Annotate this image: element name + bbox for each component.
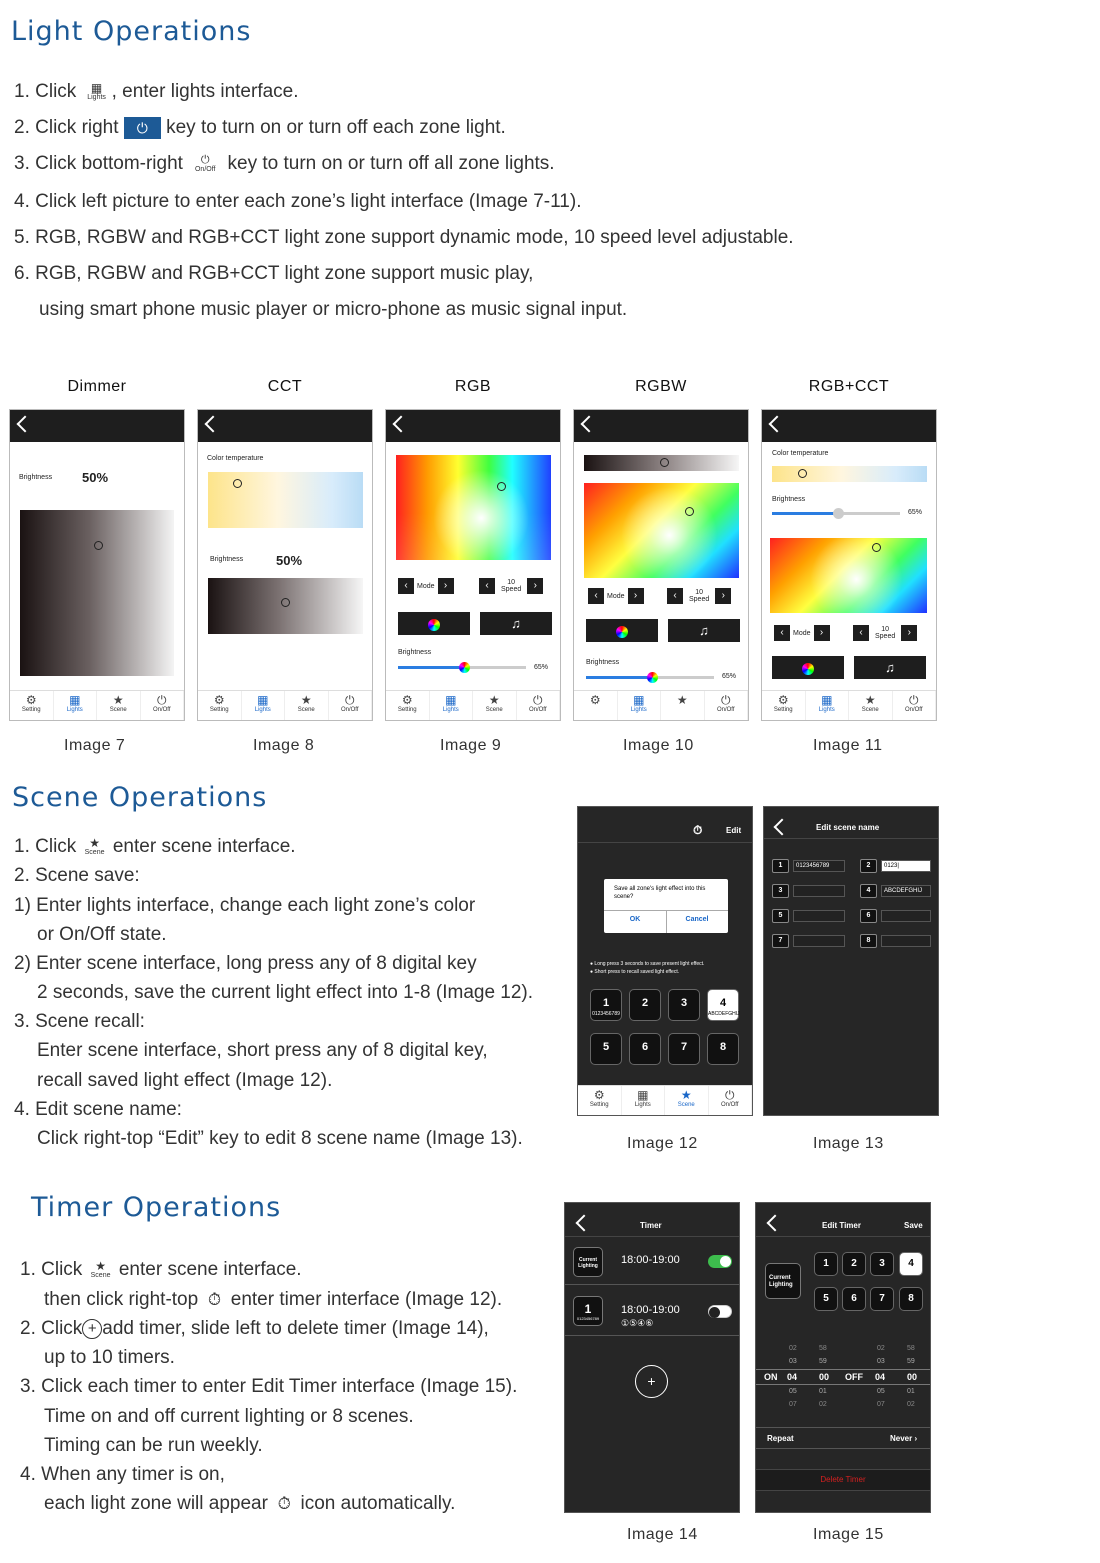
lights-icon: ▦ [445, 693, 457, 707]
slider-handle[interactable] [833, 508, 844, 519]
back-icon[interactable] [393, 416, 410, 433]
tab-setting[interactable]: ⚙ Setting [198, 691, 242, 720]
tab-onoff[interactable]: ⏻ On/Off [705, 691, 749, 720]
timer-step-4-cont: each light zone will appear ⏱ icon automatically. [44, 1493, 456, 1514]
ok-button[interactable]: OK [629, 916, 641, 923]
plus-icon: + [647, 1373, 656, 1389]
speed-next-button[interactable]: › [901, 625, 917, 641]
scene-step-3: 3. Scene recall: [14, 1011, 145, 1032]
star-icon: ★ [488, 693, 500, 707]
power-icon: ⏻ [345, 693, 355, 707]
brightness-label: Brightness [772, 496, 806, 503]
lights-icon: ▦ Lights [87, 80, 106, 101]
save-button[interactable]: Save [904, 1221, 923, 1230]
light-operations-heading: Light Operations [11, 16, 252, 47]
screen-title: Edit scene name [816, 823, 880, 832]
scene-step-1: 1. Click ★ Scene enter scene interface. [14, 835, 296, 857]
color-picker-pad[interactable] [770, 538, 927, 613]
col-dimmer: Dimmer [67, 378, 127, 395]
tab-setting[interactable]: ⚙ Setting [578, 1086, 622, 1115]
top-bar [565, 1203, 739, 1237]
caption-image-10: Image 10 [623, 737, 694, 754]
color-knob[interactable] [872, 543, 881, 552]
mode-control [398, 577, 454, 595]
gear-icon: ⚙ [777, 693, 789, 707]
color-temperature-pad[interactable] [208, 472, 363, 528]
brightness-label: Brightness [586, 659, 620, 666]
back-icon[interactable] [17, 416, 34, 433]
timer-step-2-cont: up to 10 timers. [44, 1347, 175, 1368]
scene-step-2-2-cont: 2 seconds, save the current light effect into 1-8 (Image 12). [37, 982, 534, 1003]
repeat-row[interactable] [756, 1427, 930, 1449]
off-minute: 00 [907, 1372, 918, 1382]
scene-step-3-b: recall saved light effect (Image 12). [37, 1070, 333, 1091]
scene-option-1[interactable]: 1 [814, 1252, 838, 1276]
caption-image-14: Image 14 [627, 1526, 698, 1543]
power-icon: ⏻ [725, 1088, 735, 1102]
brightness-percent: 65% [534, 664, 549, 671]
scene-name-field-6[interactable] [881, 910, 931, 922]
music-button[interactable] [854, 656, 926, 679]
mode-prev-button[interactable]: ‹ [774, 625, 790, 641]
scene-num-3: 3 [772, 884, 789, 898]
tab-scene[interactable]: ★ Scene [285, 691, 329, 720]
top-bar [764, 807, 938, 839]
light-step-6-cont: using smart phone music player or micro-phone as music signal input. [39, 299, 628, 320]
speed-next-button[interactable]: › [527, 578, 543, 594]
save-dialog [604, 879, 728, 933]
color-wheel-icon [428, 619, 440, 631]
scene-key-5[interactable]: 5 [590, 1033, 622, 1065]
timer-clock-icon[interactable]: ⏱ [693, 823, 703, 837]
light-step-2: 2. Click right ⏻ key to turn on or turn off each zone light. [14, 117, 506, 138]
speed-label: 10 Speed [501, 579, 522, 593]
timer-1-time: 18:00-19:00 [621, 1254, 680, 1266]
scene-key-4[interactable]: 4 ABCDEFGHIJ [707, 989, 739, 1021]
light-step-5: 5. RGB, RGBW and RGB+CCT light zone support dynamic mode, 10 speed level adjustable. [14, 227, 794, 248]
scene-star-icon: ★ Scene [90, 1258, 111, 1279]
light-step-1: 1. Click ▦ Lights , enter lights interface. [14, 80, 299, 102]
on-label: ON [764, 1372, 778, 1382]
brightness-pad[interactable] [20, 510, 174, 676]
brightness-label: Brightness [19, 474, 53, 481]
color-temperature-pad[interactable] [772, 466, 927, 482]
col-rgbw: RGBW [635, 378, 687, 395]
scene-1-badge: 1 0123456789 [573, 1296, 603, 1326]
back-icon[interactable] [576, 1215, 593, 1232]
speed-prev-button[interactable]: ‹ [479, 578, 495, 594]
edit-button[interactable]: Edit [726, 826, 742, 835]
star-icon: ★ [864, 693, 876, 707]
delete-timer-button[interactable]: Delete Timer [756, 1469, 930, 1491]
time-picker[interactable]: 02 58 02 58 03 59 03 59 ON 04 00 OFF 04 00 05 01 05 01 07 02 07 02 [756, 1331, 930, 1421]
tab-setting[interactable]: ⚙ Setting [762, 691, 806, 720]
mode-label: Mode [607, 592, 625, 600]
music-button[interactable] [480, 612, 552, 635]
power-key-icon: ⏻ [124, 117, 161, 139]
speed-label: 10 Speed [875, 626, 896, 640]
tab-scene[interactable]: ★ Scene [97, 691, 141, 720]
scene-key-3[interactable]: 3 [668, 989, 700, 1021]
mode-control [588, 587, 644, 605]
rgb-screen [385, 409, 561, 721]
gear-icon: ⚙ [589, 693, 601, 707]
timer-2-toggle[interactable] [708, 1305, 732, 1318]
scene-operations-heading: Scene Operations [12, 782, 268, 813]
off-label: OFF [845, 1372, 863, 1382]
timer-step-1: 1. Click ★ Scene enter scene interface. [20, 1258, 302, 1280]
top-bar [574, 410, 748, 442]
caption-image-8: Image 8 [253, 737, 315, 754]
scene-option-5[interactable]: 5 [814, 1287, 838, 1311]
brightness-percent: 65% [908, 509, 923, 516]
timer-2-days: ①⑤④⑥ [621, 1318, 654, 1328]
white-slider-pad[interactable] [584, 455, 739, 471]
color-picker-pad[interactable] [396, 455, 551, 560]
star-icon: ★ [300, 693, 312, 707]
white-knob[interactable] [660, 458, 669, 467]
tab-lights[interactable]: ▦ Lights [430, 691, 474, 720]
music-note-icon: ♫ [511, 616, 521, 631]
col-cct: CCT [267, 378, 303, 395]
screen-title: Edit Timer [822, 1221, 861, 1230]
edit-timer-screen [755, 1202, 931, 1513]
scene-name-field-4[interactable]: ABCDEFGHIJ [881, 885, 931, 897]
col-rgb: RGB [454, 378, 492, 395]
music-button[interactable] [668, 619, 740, 642]
scene-option-2[interactable]: 2 [842, 1252, 866, 1276]
music-note-icon: ♫ [885, 660, 895, 675]
scene-name-field-1[interactable]: 0123456789 [793, 860, 845, 872]
scene-name-field-2[interactable]: 0123| [881, 860, 931, 872]
timer-clock-icon: ⏱ [207, 1289, 222, 1309]
scene-step-2: 2. Scene save: [14, 865, 140, 886]
star-icon: ★ [112, 693, 124, 707]
gear-icon: ⚙ [593, 1088, 605, 1102]
brightness-percent: 65% [722, 673, 737, 680]
star-icon: ★ [676, 693, 688, 707]
scene-step-2-1: 1) Enter lights interface, change each light zone’s color [14, 895, 476, 916]
tab-setting[interactable] [574, 691, 618, 720]
tab-bar [762, 690, 936, 720]
mode-next-button[interactable]: › [438, 578, 454, 594]
scene-name-field-8[interactable] [881, 935, 931, 947]
tab-bar [386, 690, 560, 720]
timer-screen [564, 1202, 740, 1513]
color-mode-button[interactable] [586, 619, 658, 642]
cct-screen [197, 409, 373, 721]
scene-key-1[interactable]: 1 0123456789 [590, 989, 622, 1021]
brightness-label: Brightness [210, 556, 244, 563]
scene-option-6[interactable]: 6 [842, 1287, 866, 1311]
back-icon[interactable] [767, 1215, 784, 1232]
hint-short-press: ● Short press to recall saved light effect. [590, 969, 680, 975]
lights-icon: ▦ [821, 693, 833, 707]
timer-step-2: 2. Click + add timer, slide left to delete timer (Image 14), [20, 1318, 489, 1339]
scene-screen [577, 806, 753, 1116]
speed-control [667, 587, 731, 605]
gear-icon: ⚙ [25, 693, 37, 707]
brightness-slider[interactable] [586, 676, 714, 679]
brightness-knob[interactable] [281, 598, 290, 607]
brightness-value: 50% [276, 553, 303, 568]
top-bar [756, 1203, 930, 1237]
top-bar [198, 410, 372, 442]
tab-setting[interactable]: ⚙ Setting [10, 691, 54, 720]
mode-next-button[interactable]: › [814, 625, 830, 641]
light-step-6: 6. RGB, RGBW and RGB+CCT light zone support music play, [14, 263, 534, 284]
color-temperature-label: Color temperature [207, 455, 264, 462]
tab-scene[interactable]: ★ Scene [665, 1086, 709, 1115]
speed-control [853, 624, 917, 642]
timer-step-1-cont: then click right-top ⏱ enter timer interface (Image 12). [44, 1289, 503, 1310]
music-note-icon: ♫ [699, 623, 709, 638]
speed-prev-button[interactable]: ‹ [667, 588, 683, 604]
col-rgbcct: RGB+CCT [808, 378, 890, 395]
back-icon[interactable] [581, 416, 598, 433]
power-icon: ⏻ [909, 693, 919, 707]
brightness-value: 50% [82, 470, 109, 485]
caption-image-7: Image 7 [64, 737, 126, 754]
tab-lights[interactable]: ▦ Lights [242, 691, 286, 720]
scene-option-7[interactable]: 7 [870, 1287, 894, 1311]
screen-title: Timer [640, 1221, 662, 1230]
lights-icon: ▦ [633, 693, 645, 707]
gear-icon: ⚙ [213, 693, 225, 707]
color-mode-button[interactable] [398, 612, 470, 635]
timer-step-3-b: Timing can be run weekly. [44, 1435, 263, 1456]
on-hour: 04 [787, 1372, 798, 1382]
scene-star-icon: ★ Scene [84, 835, 105, 856]
scene-step-2-2: 2) Enter scene interface, long press any of 8 digital key [14, 953, 477, 974]
timer-2-time: 18:00-19:00 [621, 1304, 680, 1316]
top-bar [386, 410, 560, 442]
scene-num-2: 2 [860, 859, 877, 873]
timer-step-3-a: Time on and off current lighting or 8 scenes. [44, 1406, 414, 1427]
scene-num-6: 6 [860, 909, 877, 923]
edit-scene-name-screen [763, 806, 939, 1116]
star-icon: ★ [680, 1088, 692, 1102]
repeat-label: Repeat [767, 1434, 794, 1443]
power-icon: ⏻ [721, 693, 731, 707]
top-bar [762, 410, 936, 442]
scene-name-field-3[interactable] [793, 885, 845, 897]
mode-control [774, 624, 830, 642]
brightness-label: Brightness [398, 649, 432, 656]
timer-step-4: 4. When any timer is on, [20, 1464, 225, 1485]
power-icon: ⏻ [157, 693, 167, 707]
dialog-message: Save all zone's light effect into this scene? [614, 886, 706, 900]
tab-onoff[interactable]: ⏻ On/Off [517, 691, 561, 720]
timer-clock-icon: ⏱ [277, 1493, 291, 1513]
tab-lights[interactable]: ▦ Lights [54, 691, 98, 720]
rgbcct-screen [761, 409, 937, 721]
timer-step-3: 3. Click each timer to enter Edit Timer interface (Image 15). [20, 1376, 518, 1397]
scene-step-2-1-cont: or On/Off state. [37, 924, 167, 945]
speed-prev-button[interactable]: ‹ [853, 625, 869, 641]
scene-step-4: 4. Edit scene name: [14, 1099, 182, 1120]
brightness-slider[interactable] [772, 512, 900, 515]
scene-name-field-5[interactable] [793, 910, 845, 922]
color-knob[interactable] [497, 482, 506, 491]
brightness-pad[interactable] [208, 578, 363, 634]
gear-icon: ⚙ [401, 693, 413, 707]
scene-num-8: 8 [860, 934, 877, 948]
hint-long-press: ● Long press 3 seconds to save present light effect. [590, 961, 705, 967]
current-lighting-badge: Current Lighting [573, 1247, 603, 1277]
back-icon[interactable] [769, 416, 786, 433]
off-hour: 04 [875, 1372, 886, 1382]
repeat-value: Never › [890, 1434, 918, 1443]
brightness-knob[interactable] [94, 541, 103, 550]
caption-image-13: Image 13 [813, 1135, 884, 1152]
rgbw-screen [573, 409, 749, 721]
slider-handle[interactable] [647, 672, 658, 683]
speed-next-button[interactable]: › [715, 588, 731, 604]
timer-1-toggle[interactable] [708, 1255, 732, 1268]
add-timer-button[interactable] [635, 1365, 668, 1398]
scene-key-2[interactable]: 2 [629, 989, 661, 1021]
caption-image-15: Image 15 [813, 1526, 884, 1543]
tab-onoff[interactable]: ⏻ On/Off [141, 691, 185, 720]
tab-scene[interactable]: ★ Scene [849, 691, 893, 720]
timer-operations-heading: Timer Operations [31, 1192, 282, 1223]
tab-onoff[interactable]: ⏻ On/Off [709, 1086, 753, 1115]
cancel-button[interactable]: Cancel [685, 916, 709, 923]
mode-prev-button[interactable]: ‹ [398, 578, 414, 594]
scene-key-6[interactable]: 6 [629, 1033, 661, 1065]
scene-num-1: 1 [772, 859, 789, 873]
color-knob[interactable] [685, 507, 694, 516]
speed-label: 10 Speed [689, 589, 710, 603]
color-wheel-icon [616, 626, 628, 638]
scene-option-8[interactable]: 8 [899, 1287, 923, 1311]
on-minute: 00 [819, 1372, 830, 1382]
scene-option-4[interactable]: 4 [899, 1252, 923, 1276]
on-off-icon: ⏻ On/Off [194, 153, 216, 173]
scene-option-3[interactable]: 3 [870, 1252, 894, 1276]
caption-image-11: Image 11 [813, 737, 883, 754]
back-icon[interactable] [774, 819, 791, 836]
tab-bar [198, 690, 372, 720]
tab-setting[interactable]: ⚙ Setting [386, 691, 430, 720]
tab-lights[interactable]: ▦ Lights [622, 1086, 666, 1115]
back-icon[interactable] [205, 416, 222, 433]
color-wheel-icon [802, 663, 814, 675]
color-temperature-label: Color temperature [772, 450, 829, 457]
scene-key-8[interactable]: 8 [707, 1033, 739, 1065]
cct-knob[interactable] [798, 469, 807, 478]
mode-prev-button[interactable]: ‹ [588, 588, 604, 604]
speed-control [479, 577, 543, 595]
lights-icon: ▦ [257, 693, 269, 707]
tab-lights[interactable]: ▦ Lights [806, 691, 850, 720]
scene-step-3-a: Enter scene interface, short press any of 8 digital key, [37, 1040, 488, 1061]
dimmer-screen [9, 409, 185, 721]
light-step-4: 4. Click left picture to enter each zone’s light interface (Image 7-11). [14, 191, 582, 212]
scene-key-7[interactable]: 7 [668, 1033, 700, 1065]
scene-name-field-7[interactable] [793, 935, 845, 947]
tab-scene[interactable] [661, 691, 705, 720]
caption-image-12: Image 12 [627, 1135, 698, 1152]
power-icon: ⏻ [533, 693, 543, 707]
add-circle-icon: + [82, 1319, 102, 1339]
light-step-3: 3. Click bottom-right ⏻ On/Off key to turn on or turn off all zone lights. [14, 153, 555, 174]
scene-num-7: 7 [772, 934, 789, 948]
picker-selection [756, 1369, 930, 1385]
brightness-slider[interactable] [398, 666, 526, 669]
slider-handle[interactable] [459, 662, 470, 673]
tab-lights[interactable]: ▦ Lights [618, 691, 662, 720]
caption-image-9: Image 9 [440, 737, 502, 754]
tab-onoff[interactable]: ⏻ On/Off [329, 691, 373, 720]
mode-label: Mode [793, 629, 811, 637]
mode-label: Mode [417, 582, 435, 590]
tab-bar [574, 690, 748, 720]
tab-bar [10, 690, 184, 720]
color-mode-button[interactable] [772, 656, 844, 679]
cct-knob[interactable] [233, 479, 242, 488]
timer-row-1[interactable] [565, 1237, 739, 1285]
top-bar [10, 410, 184, 442]
top-bar [578, 807, 752, 843]
lights-icon: ▦ [637, 1088, 649, 1102]
lights-icon: ▦ [69, 693, 81, 707]
tab-bar [578, 1085, 752, 1115]
tab-onoff[interactable]: ⏻ On/Off [893, 691, 937, 720]
current-lighting-option[interactable]: Current Lighting [765, 1263, 801, 1299]
scene-num-5: 5 [772, 909, 789, 923]
color-picker-pad[interactable] [584, 483, 739, 578]
tab-scene[interactable]: ★ Scene [473, 691, 517, 720]
scene-num-4: 4 [860, 884, 877, 898]
timer-row-2[interactable] [565, 1286, 739, 1336]
mode-next-button[interactable]: › [628, 588, 644, 604]
scene-step-4-cont: Click right-top “Edit” key to edit 8 scene name (Image 13). [37, 1128, 523, 1149]
